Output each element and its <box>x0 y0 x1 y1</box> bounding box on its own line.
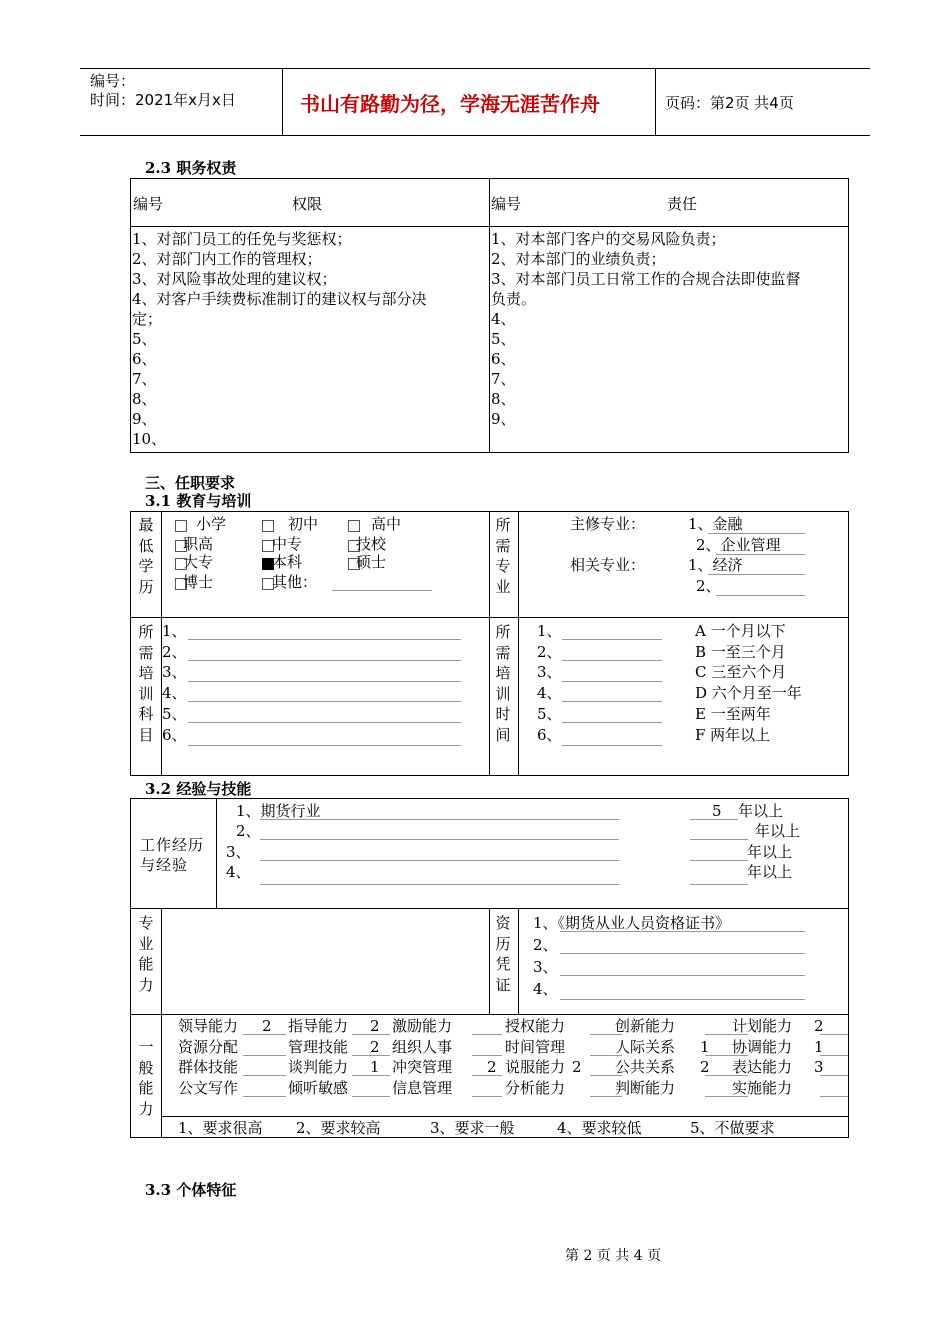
page-number-label: 页码：第2页 共4页 <box>665 94 794 112</box>
cert-item: 1、《期货从业人员资格证书》 <box>533 914 731 932</box>
ability-name: 计划能力 <box>732 1017 793 1035</box>
year-suffix: 年以上 <box>747 843 793 861</box>
training-subject-label: 所需培训科目 <box>138 623 154 744</box>
ability-name: 表达能力 <box>732 1058 793 1076</box>
list-item: 1、对部门员工的任免与奖惩权； <box>132 230 352 248</box>
ability-rating[interactable]: 1 <box>370 1058 380 1076</box>
ability-rating[interactable]: 3 <box>814 1058 824 1076</box>
page-footer: 第 2 页 共 4 页 <box>565 1248 662 1264</box>
main-major-label: 主修专业： <box>570 515 646 533</box>
list-item: 6、 <box>132 350 157 368</box>
ability-rating-underline <box>820 1075 848 1076</box>
list-item: 3、对风险事故处理的建议权； <box>132 270 337 288</box>
ability-rating[interactable]: 2 <box>370 1038 380 1056</box>
list-item: 6、 <box>491 350 516 368</box>
ability-rating[interactable]: 2 <box>572 1058 582 1076</box>
ability-name: 协调能力 <box>732 1038 793 1056</box>
ability-name: 冲突管理 <box>392 1058 453 1076</box>
ability-rating[interactable]: 1 <box>700 1038 710 1056</box>
related-major-1: 1、经济 <box>688 556 743 574</box>
edu-option-label: 小学 <box>196 515 227 533</box>
edu-option-label: 大专 <box>183 553 214 571</box>
ability-name: 组织人事 <box>392 1038 453 1056</box>
edu-option-label: 初中 <box>288 515 319 533</box>
list-item: 定； <box>132 310 163 328</box>
year-suffix: 年以上 <box>738 802 784 820</box>
edu-checkbox[interactable] <box>348 520 360 532</box>
ability-name: 说服能力 <box>505 1058 566 1076</box>
list-item: 9、 <box>491 410 516 428</box>
doc-code-label: 编号： <box>90 72 136 90</box>
certificate-label: 资历凭证 <box>495 914 511 994</box>
ability-name: 谈判能力 <box>288 1058 349 1076</box>
ability-rating[interactable]: 2 <box>814 1017 824 1035</box>
ability-rating-underline <box>243 1055 286 1056</box>
related-major-label: 相关专业： <box>570 556 646 574</box>
min-education-label: 最低学历 <box>138 516 154 596</box>
ability-rating-underline <box>472 1075 502 1076</box>
ability-name: 群体技能 <box>178 1058 239 1076</box>
list-item: 3、 <box>162 663 187 682</box>
work-item: 3、 <box>226 843 251 861</box>
time-option-list <box>695 621 802 745</box>
list-item: E 一至两年 <box>695 704 771 723</box>
list-item: 5、 <box>162 704 187 723</box>
list-item: 5、 <box>491 330 516 348</box>
list-item: 9、 <box>132 410 157 428</box>
ability-name: 公共关系 <box>615 1058 676 1076</box>
year-suffix: 年以上 <box>755 822 801 840</box>
list-item: 5、 <box>537 704 562 723</box>
main-major-1: 1、金融 <box>688 515 743 533</box>
doc-time-label: 时间：2021年x月x日 <box>90 91 236 109</box>
legend-item: 2、要求较高 <box>296 1119 381 1137</box>
list-item: 负责。 <box>491 290 537 308</box>
ability-name: 倾听敏感 <box>288 1079 349 1097</box>
ability-name: 时间管理 <box>505 1038 566 1056</box>
legend-item: 5、不做要求 <box>690 1119 775 1137</box>
edu-option-label: 其他： <box>272 573 318 591</box>
ability-rating[interactable]: 1 <box>814 1038 824 1056</box>
list-item: 6、 <box>537 725 562 744</box>
list-item: 7、 <box>491 370 516 388</box>
list-item: 3、 <box>537 663 562 682</box>
required-major-label: 所需专业 <box>495 516 511 596</box>
list-item: C 三至六个月 <box>695 663 787 682</box>
cert-item: 2、 <box>533 936 558 954</box>
ability-rating[interactable]: 2 <box>370 1017 380 1035</box>
edu-option-label: 职高 <box>183 535 214 553</box>
training-time-label: 所需培训时间 <box>495 623 511 744</box>
ability-name: 指导能力 <box>288 1017 349 1035</box>
edu-option-label: 高中 <box>371 515 402 533</box>
ability-name: 判断能力 <box>615 1079 676 1097</box>
ability-name: 人际关系 <box>615 1038 676 1056</box>
ability-name: 信息管理 <box>392 1079 453 1097</box>
edu-option-label: 技校 <box>356 535 387 553</box>
ability-rating-underline <box>820 1034 848 1035</box>
list-item: B 一至三个月 <box>695 642 786 661</box>
list-item: 2、 <box>162 642 187 661</box>
legend-item: 4、要求较低 <box>557 1119 642 1137</box>
list-item: 2、对本部门的业绩负责； <box>491 250 666 268</box>
ability-rating-underline <box>820 1055 848 1056</box>
training-time-list <box>537 621 562 745</box>
list-item: 1、 <box>162 622 187 640</box>
ability-rating-underline <box>352 1034 390 1035</box>
section-2-3-title: 2.3 职务权责 <box>145 159 237 177</box>
list-item: 10、 <box>132 430 167 448</box>
main-major-2: 2、企业管理 <box>696 536 781 554</box>
legend-item: 1、要求很高 <box>178 1119 263 1137</box>
ability-name: 创新能力 <box>615 1017 676 1035</box>
edu-checkbox[interactable] <box>262 520 274 532</box>
list-item: F 两年以上 <box>695 725 771 744</box>
col-header-duties: 责任 <box>667 195 698 213</box>
list-item: 2、 <box>537 642 562 661</box>
edu-option-label: 中专 <box>272 535 303 553</box>
general-ability-label: 一般能力 <box>138 1038 154 1118</box>
list-item: 4、 <box>491 310 516 328</box>
ability-name: 分析能力 <box>505 1079 566 1097</box>
ability-rating-underline <box>472 1096 502 1097</box>
cert-item: 4、 <box>533 980 558 998</box>
list-item: 5、 <box>132 330 157 348</box>
edu-option-label: 硕士 <box>356 553 387 571</box>
col-header-no: 编号 <box>133 195 164 213</box>
ability-name: 授权能力 <box>505 1017 566 1035</box>
section-3-3-title: 3.3 个体特征 <box>145 1181 237 1199</box>
legend-item: 3、要求一般 <box>430 1119 515 1137</box>
list-item: 8、 <box>491 390 516 408</box>
ability-rating-underline <box>352 1075 390 1076</box>
duties-list <box>491 229 801 429</box>
work-experience-label: 工作经历与经验 <box>140 836 205 874</box>
section-3-1-title: 3.1 教育与培训 <box>145 492 252 510</box>
list-item: 3、对本部门员工日常工作的合规合法即使监督 <box>491 270 801 288</box>
list-item: 4、 <box>162 684 187 703</box>
professional-ability-label: 专业能力 <box>138 914 154 994</box>
section-3-title: 三、任职要求 <box>145 474 236 492</box>
ability-rating[interactable]: 2 <box>700 1058 710 1076</box>
section-3-2-title: 3.2 经验与技能 <box>145 780 252 798</box>
list-item: 1、 <box>537 622 562 640</box>
work-item: 2、 <box>236 822 261 840</box>
list-item: 8、 <box>132 390 157 408</box>
related-major-2: 2、 <box>696 577 721 595</box>
training-subject-list <box>162 621 187 745</box>
ability-rating[interactable]: 2 <box>487 1058 497 1076</box>
list-item: 1、对本部门客户的交易风险负责； <box>491 230 726 248</box>
ability-name: 实施能力 <box>732 1079 793 1097</box>
ability-name: 公文写作 <box>178 1079 239 1097</box>
ability-rating-underline <box>243 1075 286 1076</box>
edu-option-label: 本科 <box>272 553 303 571</box>
year-suffix: 年以上 <box>747 863 793 881</box>
ability-rating-underline <box>243 1096 286 1097</box>
work-years-value: 5 <box>712 802 722 820</box>
list-item: 7、 <box>132 370 157 388</box>
ability-rating-underline <box>352 1096 390 1097</box>
ability-rating-underline <box>352 1055 390 1056</box>
list-item: 4、对客户手续费标准制订的建议权与部分决 <box>132 290 427 308</box>
ability-rating-underline <box>243 1034 286 1035</box>
list-item: 2、对部门内工作的管理权； <box>132 250 322 268</box>
ability-name: 激励能力 <box>392 1017 453 1035</box>
ability-rating-underline <box>820 1096 848 1097</box>
ability-name: 管理技能 <box>288 1038 349 1056</box>
list-item: D 六个月至一年 <box>695 684 802 703</box>
ability-rating-underline <box>472 1055 502 1056</box>
ability-rating-underline <box>472 1034 502 1035</box>
edu-checkbox[interactable] <box>175 520 187 532</box>
work-item: 1、期货行业 <box>236 802 321 820</box>
list-item: 4、 <box>537 684 562 703</box>
ability-name: 领导能力 <box>178 1017 239 1035</box>
rights-list <box>132 229 427 449</box>
list-item: 6、 <box>162 725 187 744</box>
header-motto: 书山有路勤为径，学海无涯苦作舟 <box>300 92 600 116</box>
col-header-no-2: 编号 <box>491 195 522 213</box>
ability-rating[interactable]: 2 <box>262 1017 272 1035</box>
ability-name: 资源分配 <box>178 1038 239 1056</box>
col-header-rights: 权限 <box>292 195 323 213</box>
list-item: A 一个月以下 <box>695 622 786 640</box>
work-item: 4、 <box>226 863 251 881</box>
cert-item: 3、 <box>533 958 558 976</box>
other-edu-underline <box>332 590 432 591</box>
edu-option-label: 博士 <box>183 573 214 591</box>
